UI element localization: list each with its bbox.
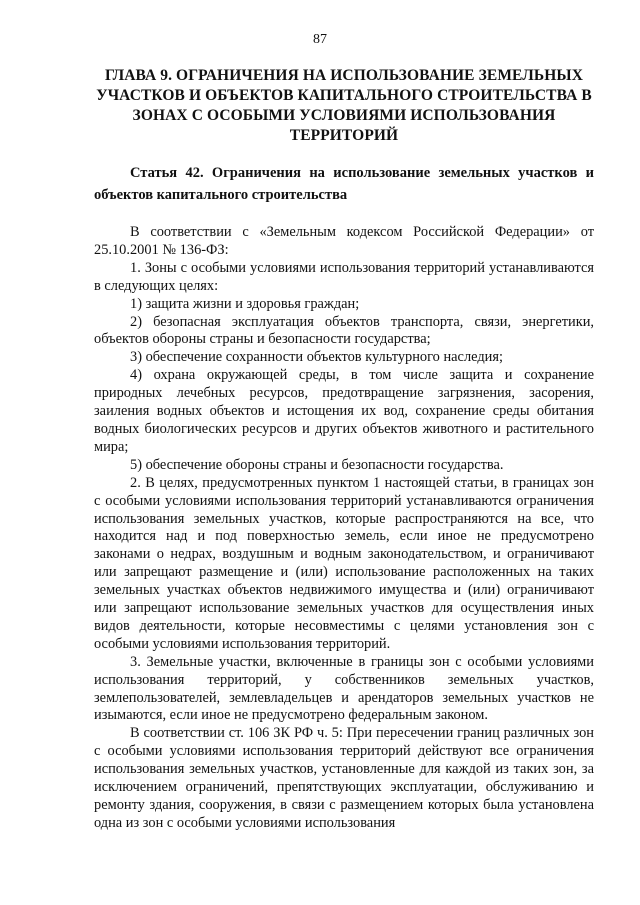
list-item-goal-2: 2) безопасная эксплуатация объектов транспорта, связи, энергетики, объектов обороны страны и безопасности государства;	[94, 313, 594, 348]
article-body	[94, 224, 594, 833]
list-item-goal-3: 3) обеспечение сохранности объектов культурного наследия;	[130, 349, 503, 366]
paragraph-intro: В соответствии с «Земельным кодексом Российской Федерации» от 25.10.2001 № 136-ФЗ:	[94, 224, 594, 258]
list-item-goal-1: 1) защита жизни и здоровья граждан;	[130, 295, 360, 312]
list-item-goal-5: 5) обеспечение обороны страны и безопасности государства.	[130, 456, 504, 473]
list-item-goal-4: 4) охрана окружающей среды, в том числе защита и сохранение природных лечебных ресурсов, предотвращение загрязнения, засорения, заиления водных объектов и истощения их вод, сохранение среды обитания водных биологических ресурсов и других объектов животного и растительного мира;	[94, 367, 594, 455]
paragraph-point-2: 2. В целях, предусмотренных пунктом 1 настоящей статьи, в границах зон с особыми условиями использования территорий устанавливаются ограничения использования земельных участков, которые распространяются на все, что находится над и под поверхностью земель, если иное не предусмотрено законами о недрах, воздушным и водным законодательством, и ограничивают или запрещают размещение и (или) использование расположенных на таких земельных участках объектов недвижимого имущества и (или) ограничивают или запрещают использование земельных участков для осуществления иных видов деятельности, которые несовместимы с целями установления зон с особыми условиями использования территорий.	[94, 474, 594, 652]
article-title: Статья 42. Ограничения на использование земельных участков и объектов капитального строительства	[94, 165, 594, 203]
paragraph-point-3: 3. Земельные участки, включенные в границы зон с особыми условиями использования территорий, у собственников земельных участков, землепользователей, землевладельцев и арендаторов земельных участков не изымаются, если иное не предусмотрено федеральным законом.	[94, 653, 594, 724]
chapter-title: ГЛАВА 9. ОГРАНИЧЕНИЯ НА ИСПОЛЬЗОВАНИЕ ЗЕМЕЛЬНЫХ УЧАСТКОВ И ОБЪЕКТОВ КАПИТАЛЬНОГО СТРОИТЕЛЬСТВА В ЗОНАХ С ОСОБЫМИ УСЛОВИЯМИ ИСПОЛЬЗОВАНИЯ ТЕРРИТОРИЙ	[96, 67, 592, 144]
paragraph-point-1: 1. Зоны с особыми условиями использования территорий устанавливаются в следующих целях:	[94, 259, 594, 294]
paragraph-art-106: В соответствии ст. 106 ЗК РФ ч. 5: При пересечении границ различных зон с особыми условиями использования территорий действуют все ограничения использования земельных участков, установленные для каждой из таких зон, за исключением ограничений, препятствующих эксплуатации, обслуживанию и ремонту здания, сооружения, в связи с размещением которых была установлена одна из зон с особыми условиями использования	[94, 725, 594, 831]
page-number: 87	[313, 32, 327, 47]
